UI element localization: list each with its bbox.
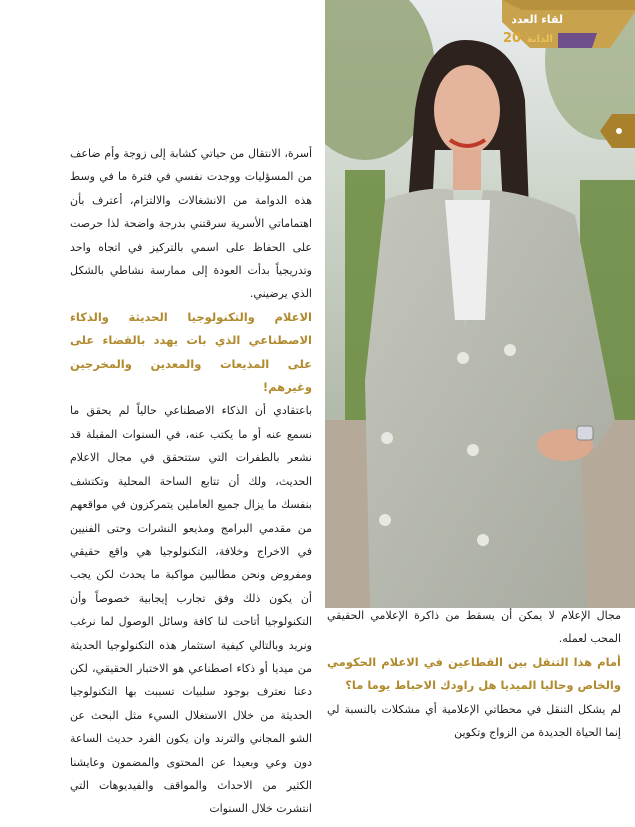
right-text-column: [327, 604, 621, 744]
portrait-photo: [325, 0, 635, 608]
paragraph: مجال الإعلام لا يمكن أن يسقط من ذاكرة الإعلامي الحقيقي المحب لعمله.: [327, 609, 621, 646]
magazine-name: الدانة: [526, 34, 553, 45]
section-title: لقاء العدد: [511, 13, 563, 26]
paragraph: باعتقادي أن الذكاء الاصطناعي حالياً لم يحقق ما نسمع عنه أو ما يكتب عنه، في السنوات المقبلة قد نشعر بالطفرات التي ستتحقق في مجال الاعلام الحديث، ولك أن تتابع الساحة المحلية وتكتشف بنفسك ما يزال جميع العاملين يتمركزون في مواقعهم من مقدمي البرامج ومذيعو النشرات وحتى الفنيين في الاخراج وخلافة، التكنولوجيا هي واقع حقيقي ومفروض ونحن مطالبين مواكبة ما يحدث لكن يجب أن يكون ذلك وفق تجارب إيجابية خصوصاً وأن التكنولوجيا أتاحت لنا كافة وسائل الوصول لما نرغب ونريد وبالتالي كيفية استثمار هذه التكنولوجيا الحديثة من ميديا أو ذكاء اصطناعي هو الاختبار الحقيقي، لكن دعنا نعترف بوجود سلبيات تسببت بها التكنولوجيا الحديثة من خلال الاستغلال السيء مثل البحث عن الشو المجاني والترند وان يكون الفرد حديث الساعة دون وعي وبعيدا عن المحتوى والمضمون وعايشنا الكثير من الاحداث والمواقف والفيديوهات التي انتشرت خلال السنوات: [70, 404, 312, 816]
paragraph: أسرة، الانتقال من حياتي كشابة إلى زوجة وأم ضاعف من المسؤليات ووجدت نفسي في فترة ما في وسط هذه الدوامة من الانشغالات والالتزام، أعترف بأن اهتماماتي الأسرية سرقتني بدرجة واضحة لذا حرصت على الحفاظ على اسمي بالتركيز في اتجاه واحد وتدريجياً بدأت العودة إلى ممارسة نشاطي بالشكل الذي يرضيني.: [70, 147, 312, 301]
page-number: 20: [503, 31, 522, 46]
left-text-column: [70, 142, 312, 821]
side-marker-icon: [600, 114, 635, 148]
paragraph: لم يشكل التنقل في محطاتي الإعلامية أي مشكلات بالنسبة لي إنما الحياة الجديدة من الزواج وتكوين: [327, 702, 621, 740]
interview-question: الاعلام والتكنولوجيا الحديثة والذكاء الاصطناعي الذي بات يهدد بالقضاء على على المذيعات والمعدين والمخرجين وغيرهم!: [70, 309, 312, 395]
interview-question: أمام هذا التنقل بين القطاعين في الاعلام الحكومي والخاص وحاليا الميديا هل راودك الاحباط يوما ما؟: [327, 654, 621, 693]
